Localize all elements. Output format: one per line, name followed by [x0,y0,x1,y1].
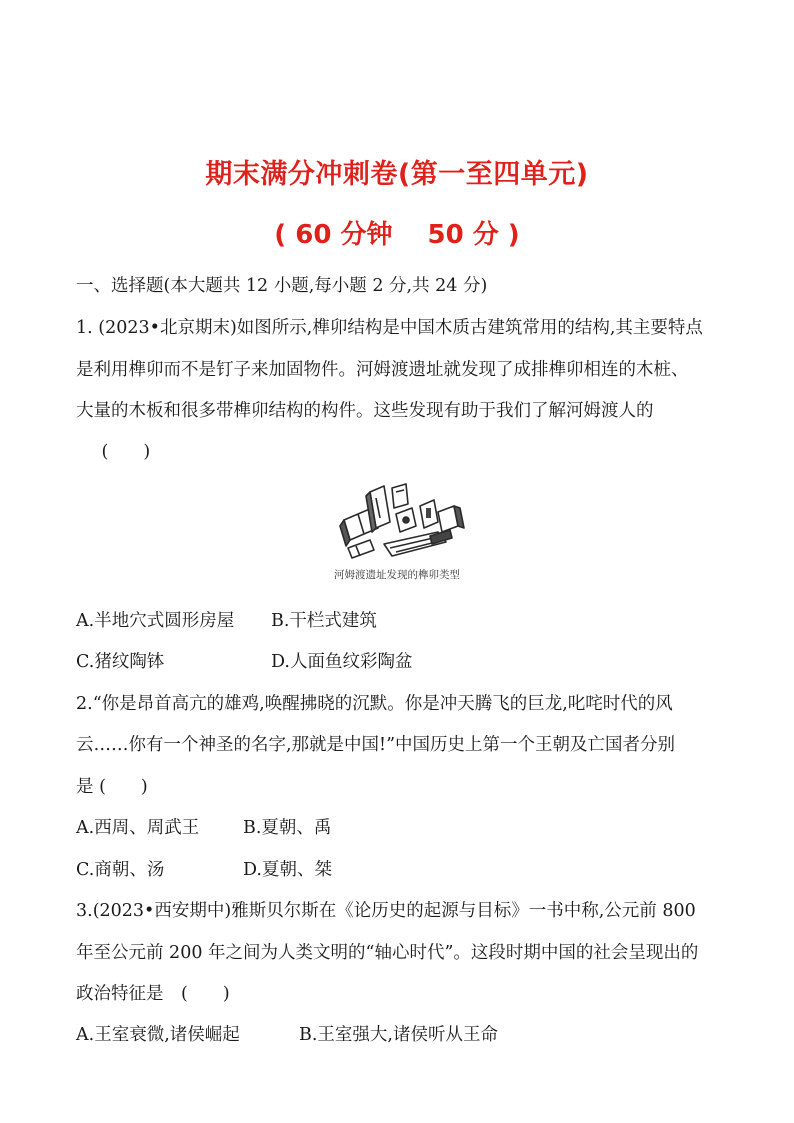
q3-line-1: 3.(2023•西安期中)雅斯贝尔斯在《论历史的起源与目标》一书中称,公元前 800 [76,901,696,921]
q3-option-a[interactable]: A.王室衰微,诸侯崛起 [76,1025,240,1045]
q2-option-c[interactable]: C.商朝、汤 [76,860,165,880]
q1-line-2: 是利用榫卯而不是钉子来加固物件。河姆渡遗址就发现了成排榫卯相连的木桩、 [76,360,689,380]
q1-option-c[interactable]: C.猪纹陶钵 [76,652,165,672]
page-subtitle: ( 60 分钟 50 分 ) [274,220,520,250]
q2-option-d[interactable]: D.夏朝、桀 [243,860,332,880]
q1-option-b[interactable]: B.干栏式建筑 [271,611,377,631]
q1-line-1: 1. (2023•北京期末)如图所示,榫卯结构是中国木质古建筑常用的结构,其主要特点 [76,318,703,338]
q3-line-3: 政治特征是 ( ) [76,984,230,1004]
page-title: 期末满分冲刺卷(第一至四单元) [205,159,589,190]
q2-line-1: 2.“你是昂首高亢的雄鸡,唤醒拂晓的沉默。你是冲天腾飞的巨龙,叱咤时代的风 [76,694,673,714]
mortise-tenon-figure [326,478,476,566]
figure-caption: 河姆渡遗址发现的榫卯类型 [334,569,460,581]
q2-line-2: 云……你有一个神圣的名字,那就是中国!”中国历史上第一个王朝及亡国者分别 [76,735,676,755]
q1-line-3: 大量的木板和很多带榫卯结构的构件。这些发现有助于我们了解河姆渡人的 [76,401,654,421]
q2-option-b[interactable]: B.夏朝、禹 [243,818,332,838]
q1-option-d[interactable]: D.人面鱼纹彩陶盆 [271,652,413,672]
q2-option-a[interactable]: A.西周、周武王 [76,818,200,838]
q1-option-a[interactable]: A.半地穴式圆形房屋 [76,611,235,631]
section-heading: 一、选择题(本大题共 12 小题,每小题 2 分,共 24 分) [76,276,488,296]
q3-line-2: 年至公元前 200 年之间为人类文明的“轴心时代”。这段时期中国的社会呈现出的 [76,943,699,963]
q2-line-3: 是 ( ) [76,777,148,797]
q1-answer-blank: ( ) [84,442,151,462]
q3-option-b[interactable]: B.王室强大,诸侯听从王命 [299,1025,498,1045]
